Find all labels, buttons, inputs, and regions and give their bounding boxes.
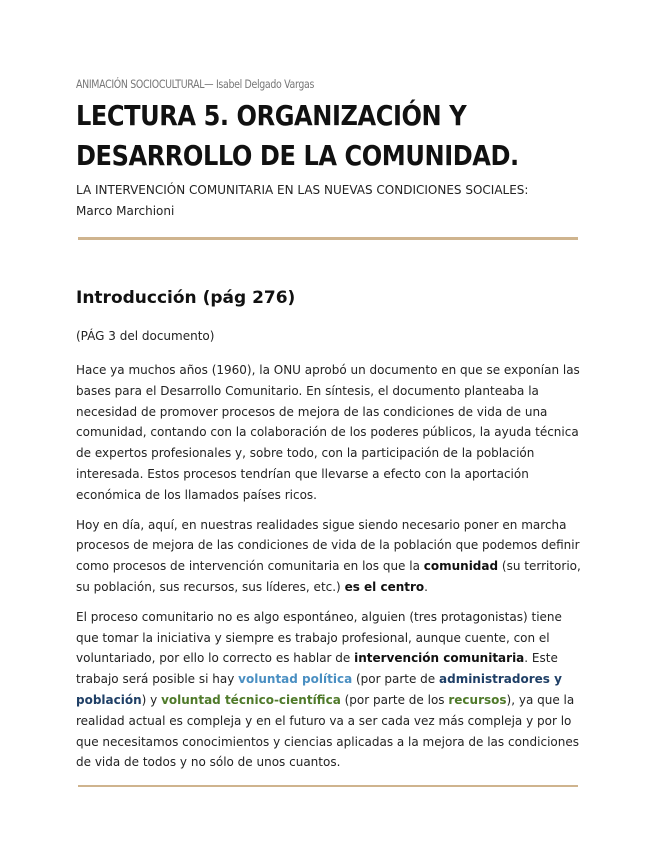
p3-text: (por parte de los: [340, 692, 449, 707]
keyword-recursos: recursos: [448, 692, 507, 707]
subtitle: LA INTERVENCIÓN COMUNITARIA EN LAS NUEVAS CONDICIONES SOCIALES: Marco Marchioni: [76, 183, 529, 218]
page-reference-note: (PÁG 3 del documento): [76, 329, 215, 343]
running-header: ANIMACIÓN SOCIOCULTURAL— Isabel Delgado Vargas: [76, 77, 315, 91]
page-title: LECTURA 5. ORGANIZACIÓN Y DESARROLLO DE LA COMUNIDAD.: [76, 99, 519, 172]
p3-text: ), ya que la realidad actual es compleja y en el futuro va a ser cada vez más compleja y por lo que necesitamos conocimientos y ciencias aplicadas a la mejora de las condiciones de vida de todos y no sólo de unos cuantos.: [76, 692, 579, 770]
p3-text: (por parte de: [352, 672, 439, 687]
paragraph-1: Hace ya muchos años (1960), la ONU aprobó un documento en que se exponían las bases para el Desarrollo Comunitario. En síntesis, el documento planteaba la necesidad de promover procesos de mejora de las condiciones de vida de una comunidad, contando con la colaboración de los poderes públicos, la ayuda técnica de expertos profesionales y, sobre todo, con la participación de la población interesada. Estos procesos tendrían que llevarse a efecto con la aportación económica de los llamados países ricos.: [76, 363, 580, 502]
body-text: [76, 360, 581, 782]
p3-text: ) y: [141, 692, 162, 707]
p2-text: (su territorio, su población, sus recursos, sus líderes, etc.): [76, 559, 581, 594]
keyword-comunidad: comunidad: [423, 559, 499, 574]
top-divider: [78, 237, 578, 240]
paragraph-2: [76, 515, 581, 598]
bottom-divider: [78, 785, 578, 787]
section-heading: Introducción (pág 276): [76, 288, 296, 308]
keyword-voluntad-tecnico-cientifica: voluntad técnico-científica: [161, 692, 341, 707]
keyword-intervencion-comunitaria: intervención comunitaria: [354, 651, 525, 666]
keyword-voluntad-politica: voluntad política: [238, 672, 353, 687]
p2-text: Hoy en día, aquí, en nuestras realidades sigue siendo necesario poner en marcha procesos de mejora de las condiciones de vida de la población que podemos definir como procesos de intervención comunitaria en los que la: [76, 517, 580, 574]
p2-text: .: [424, 579, 428, 594]
paragraph-3: [76, 607, 581, 773]
p3-text: El proceso comunitario no es algo espontáneo, alguien (tres protagonistas) tiene que tomar la iniciativa y siempre es trabajo profesional, aunque cuente, con el voluntariado, por ello lo correcto es hablar de: [76, 609, 562, 666]
keyword-es-el-centro: es el centro: [344, 579, 425, 594]
p3-text: . Este trabajo será posible si hay: [76, 651, 558, 687]
keyword-administradores-y-poblacion: administradores y población: [76, 672, 562, 707]
